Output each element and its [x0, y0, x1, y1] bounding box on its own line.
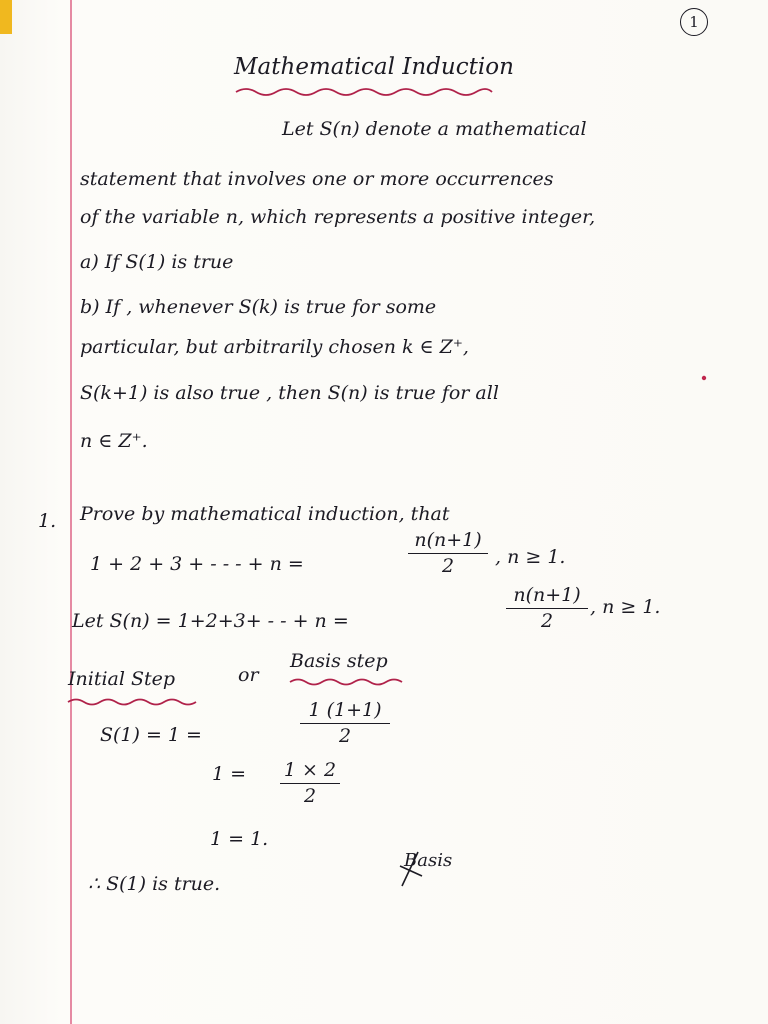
page-title: Mathematical Induction	[234, 54, 514, 80]
fraction-numerator: n(n+1)	[414, 529, 482, 551]
ink-dot	[700, 374, 708, 382]
definition-line-1: Let S(n) denote a mathematical	[282, 118, 587, 140]
basis-heading-a: Initial Step	[68, 668, 176, 690]
sum-fraction	[408, 530, 488, 577]
sum-expression: 1 + 2 + 3 + - - - + n =	[90, 553, 304, 575]
definition-line-3: of the variable n, which represents a positive integer,	[80, 206, 596, 228]
let-fraction	[506, 585, 588, 632]
let-line: Let S(n) = 1+2+3+ - - + n =	[72, 610, 349, 632]
condition-2: , n ≥ 1.	[590, 596, 661, 618]
one-fraction-bar	[280, 783, 340, 785]
s1-equation: S(1) = 1 =	[100, 724, 202, 746]
definition-line-6: particular, but arbitrarily chosen k ∈ Z⁺,	[80, 336, 469, 358]
s1-fraction-bar	[300, 723, 390, 725]
one-fraction-numerator: 1 × 2	[283, 759, 337, 781]
fraction-denominator: 2	[441, 555, 455, 578]
basis-conclusion: ∴ S(1) is true.	[88, 873, 221, 895]
condition-1: , n ≥ 1.	[495, 546, 566, 568]
basis-heading-b: Basis step	[290, 650, 388, 672]
definition-line-8: n ∈ Z⁺.	[80, 430, 148, 452]
one-fraction-denominator: 2	[303, 785, 317, 808]
title-underline	[234, 86, 494, 100]
margin-line	[70, 0, 72, 1024]
strike-scribble	[396, 846, 496, 896]
s1-fraction-denominator: 2	[338, 725, 352, 748]
definition-line-5: b) If , whenever S(k) is true for some	[80, 296, 437, 318]
s1-fraction-numerator: 1 (1+1)	[308, 699, 382, 721]
definition-line-4: a) If S(1) is true	[80, 251, 234, 273]
one-equation: 1 =	[212, 763, 247, 785]
let-fraction-bar	[506, 608, 588, 610]
s1-fraction	[300, 700, 390, 747]
one-equals-one: 1 = 1.	[210, 828, 269, 850]
heading-b-underline	[288, 676, 408, 690]
page-number: 1	[680, 8, 708, 36]
problem-number: 1.	[38, 510, 57, 532]
fraction-bar	[408, 553, 488, 555]
definition-line-2: statement that involves one or more occurrences	[80, 168, 554, 190]
let-fraction-denominator: 2	[540, 610, 554, 633]
let-fraction-numerator: n(n+1)	[513, 584, 581, 606]
heading-a-underline	[66, 696, 206, 710]
definition-line-7: S(k+1) is also true , then S(n) is true for all	[80, 382, 499, 404]
one-fraction	[280, 760, 340, 807]
tab-marker	[0, 0, 12, 34]
basis-heading-or: or	[238, 664, 259, 686]
problem-statement: Prove by mathematical induction, that	[80, 503, 450, 525]
basis-scribble: Basis	[404, 850, 453, 871]
